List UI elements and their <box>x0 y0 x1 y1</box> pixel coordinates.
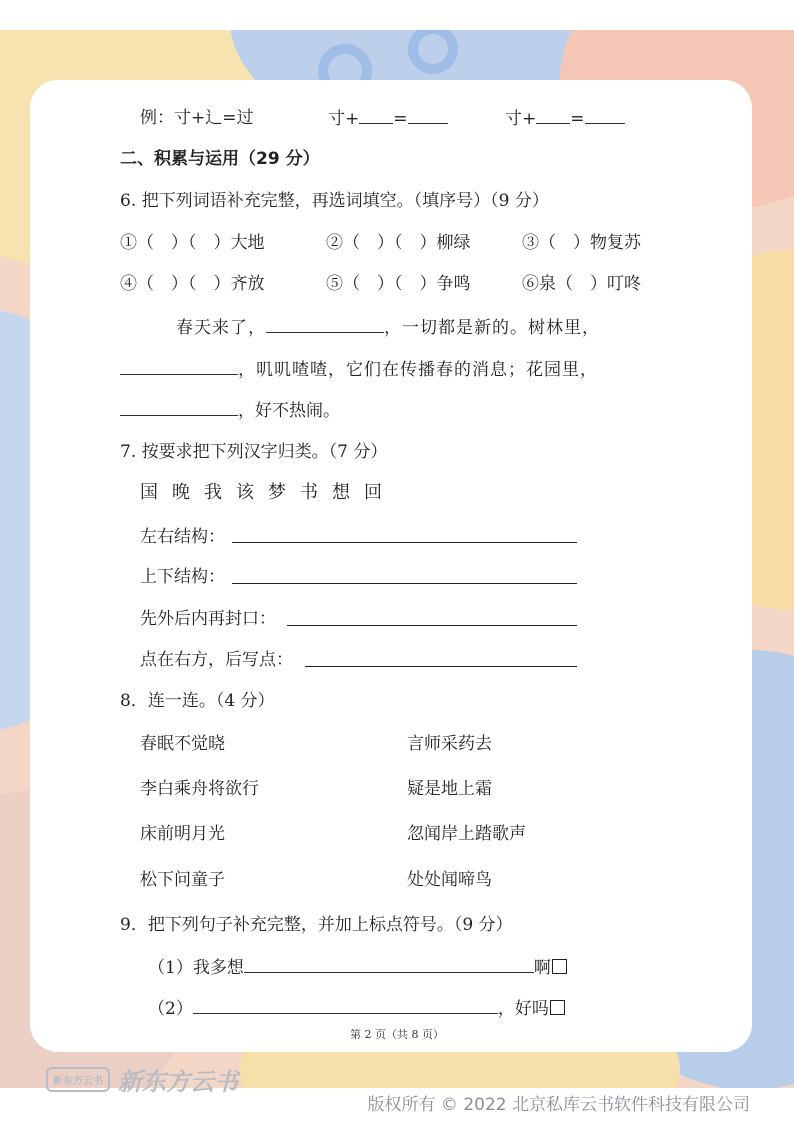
answer-blank[interactable] <box>244 956 534 973</box>
punctuation-box[interactable] <box>552 959 567 974</box>
fill-paragraph-line: ，好不热闹。 <box>120 399 340 422</box>
character: 该 <box>236 482 254 503</box>
question-9-title: 9．把下列句子补充完整，并加上标点符号。（9 分） <box>120 915 513 935</box>
character-list <box>140 482 396 504</box>
fill-item-2: 寸+ = <box>328 107 448 130</box>
brand-logo: 新东方云书 <box>46 1067 110 1092</box>
category-label: 点在右方，后写点： <box>140 650 293 670</box>
poem-line-left[interactable]: 李白乘舟将欲行 <box>140 779 259 799</box>
word-item: ④（ ）（ ）齐放 <box>120 274 265 294</box>
sentence-1: （1）我多想 啊 <box>148 956 567 979</box>
fill-paragraph-line: 春天来了， ，一切都是新的。树林里， <box>176 318 600 338</box>
sentence-2: （2） ，好吗 <box>148 997 565 1020</box>
character: 想 <box>332 482 350 503</box>
answer-blank[interactable] <box>266 316 384 333</box>
answer-blank[interactable] <box>120 358 238 375</box>
word-item: ③（ ）物复苏 <box>522 233 641 253</box>
poem-line-right[interactable]: 忽闻岸上踏歌声 <box>407 824 526 844</box>
worksheet-card <box>30 80 752 1052</box>
poem-line-right[interactable]: 言师采药去 <box>407 734 492 754</box>
punctuation-box[interactable] <box>550 1000 565 1015</box>
answer-blank[interactable] <box>536 107 570 124</box>
character: 我 <box>204 482 222 503</box>
word-item: ⑥泉（ ）叮咚 <box>522 274 641 294</box>
poem-line-right[interactable]: 疑是地上霜 <box>407 779 492 799</box>
category-label: 上下结构： <box>140 567 225 587</box>
answer-blank[interactable] <box>585 107 625 124</box>
poem-line-left[interactable]: 春眠不觉晓 <box>140 734 225 754</box>
fill-paragraph-line: ，叽叽喳喳，它们在传播春的消息；花园里， <box>120 358 598 381</box>
brand-name: 新东方云书 <box>118 1068 238 1096</box>
section-title: 二、积累与运用（29 分） <box>120 149 320 169</box>
category-label: 左右结构： <box>140 527 225 547</box>
character: 晚 <box>172 482 190 503</box>
brand-watermark <box>46 1062 238 1097</box>
answer-line[interactable] <box>305 666 577 667</box>
word-item: ⑤（ ）（ ）争鸣 <box>326 274 471 294</box>
question-7-title: 7. 按要求把下列汉字归类。（7 分） <box>120 442 388 462</box>
copyright-notice: 版权所有 © 2022 北京私库云书软件科技有限公司 <box>367 1095 750 1115</box>
answer-blank[interactable] <box>120 399 238 416</box>
character: 回 <box>364 482 382 503</box>
question-6-title: 6. 把下列词语补充完整，再选词填空。（填序号）（9 分） <box>120 191 549 211</box>
answer-blank[interactable] <box>193 997 498 1014</box>
word-item: ②（ ）（ ）柳绿 <box>326 233 471 253</box>
character: 书 <box>300 482 318 503</box>
character: 国 <box>140 482 158 503</box>
poem-line-left[interactable]: 床前明月光 <box>140 824 225 844</box>
word-item: ①（ ）（ ）大地 <box>120 233 265 253</box>
character: 梦 <box>268 482 286 503</box>
fill-item-3: 寸+ = <box>505 107 625 130</box>
answer-blank[interactable] <box>408 107 448 124</box>
answer-blank[interactable] <box>359 107 393 124</box>
poem-line-left[interactable]: 松下问童子 <box>140 870 225 890</box>
example-text: 例：寸+辶=过 <box>140 108 254 128</box>
poem-line-right[interactable]: 处处闻啼鸟 <box>407 870 492 890</box>
answer-line[interactable] <box>232 583 577 584</box>
page-number: 第 2 页（共 8 页） <box>350 1028 444 1041</box>
answer-line[interactable] <box>232 542 577 543</box>
answer-line[interactable] <box>287 625 577 626</box>
question-8-title: 8．连一连。（4 分） <box>120 691 275 711</box>
category-label: 先外后内再封口： <box>140 609 276 629</box>
